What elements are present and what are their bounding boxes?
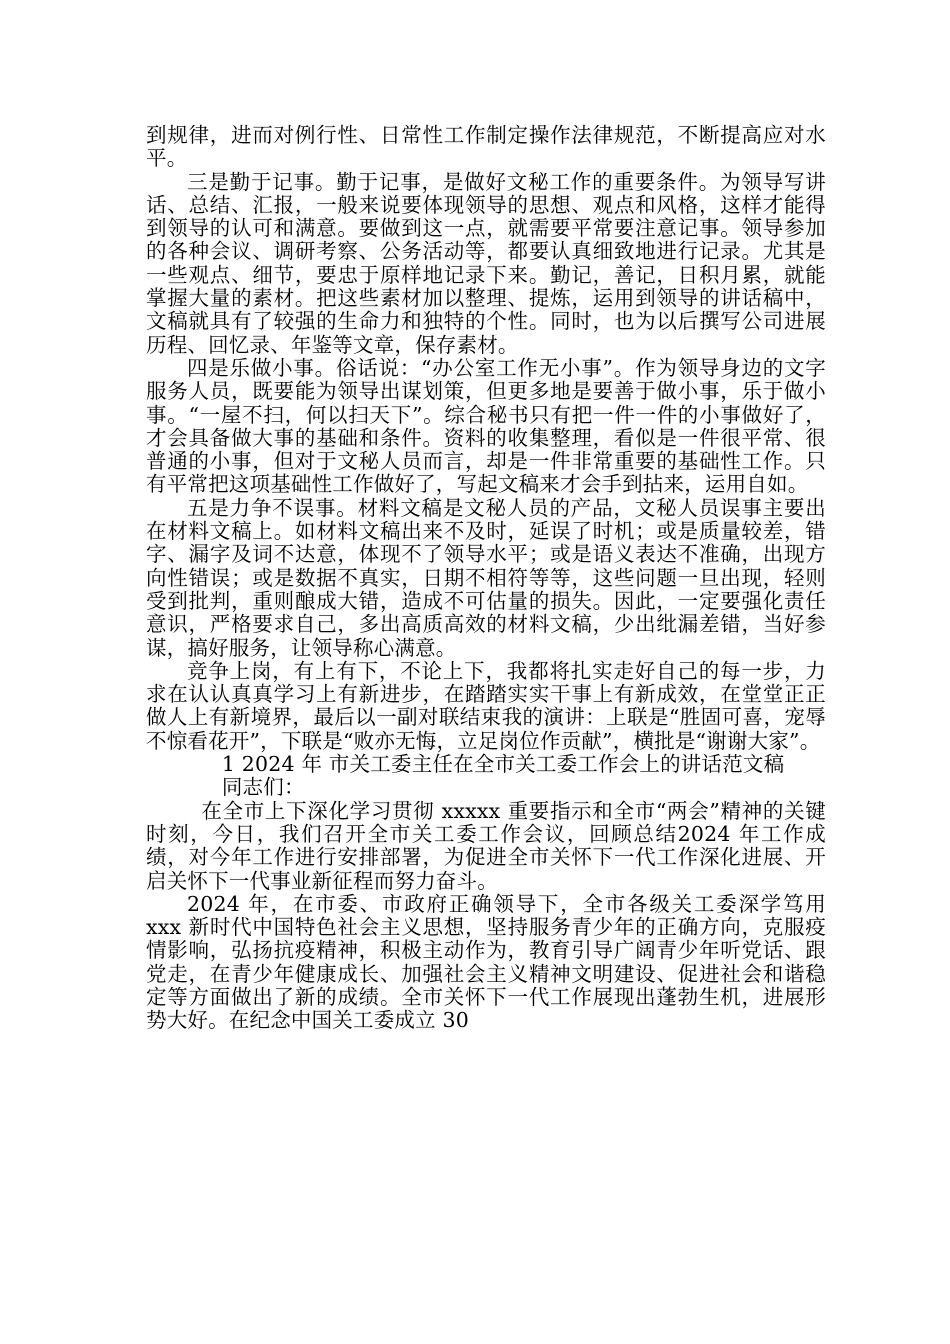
paragraph-record-keeping: 三是勤于记事。勤于记事，是做好文秘工作的重要条件。为领导写讲话、总结、汇报，一般来说要体现领导的思想、观点和风格，这样才能得到领导的认可和满意。要做到这一点，就需要平常要注意记事。领导参加的各种会议、调研考察、公务活动等，都要认真细致地进行记录。尤其是一些观点、细节，要忠于原样地记录下来。勤记，善记，日积月累，就能掌握大量的素材。把这些素材加以整理、提炼，运用到领导的讲话稿中，文稿就具有了较强的生命力和独特的个性。同时，也为以后撰写公司进展历程、回忆录、年鉴等文章，保存素材。 [146, 169, 826, 357]
salutation: 同志们： [221, 775, 305, 800]
paragraph-small-tasks: 四是乐做小事。俗话说：“办公室工作无小事”。作为领导身边的文字服务人员，既要能为领导出谋划策，但更多地是要善于做小事，乐于做小事。“一屋不扫，何以扫天下”。综合秘书只有把一件一件的小事做好了，才会具备做大事的基础和条件。资料的收集整理，看似是一件很平常、很普通的小事，但对于文秘人员而言，却是一件非常重要的基础性工作。只有平常把这项基础性工作做好了，写起文稿来才会手到拈来，运用自如。 [146, 355, 826, 497]
paragraph-2024-review: 2024 年，在市委、市政府正确领导下，全市各级关工委深学笃用 xxx 新时代中国特色社会主义思想，坚持服务青少年的正确方向，克服疫情影响，弘扬抗疫精神，积极主动作为，教育引导广阔青少年听党话、跟党走，在青少年健康成长、加强社会主义精神文明建设、促进社会和谐稳定等方面做出了新的成绩。全市关怀下一代工作展现出蓬勃生机，进展形势大好。在纪念中国关工委成立 30 [146, 891, 826, 1033]
paragraph-meeting-intro: 在全市上下深化学习贯彻 xxxxx 重要指示和全市“两会”精神的关键时刻，今日，我们召开全市关工委工作会议，回顾总结2024 年工作成绩，对今年工作进行安排部署，为促进全市关怀下一代工作深化进展、开启关怀下一代事业新征程而努力奋斗。 [146, 798, 826, 893]
section-title: 1 2024 年 市关工委主任在全市关工委工作会上的讲话范文稿 [221, 752, 785, 777]
document-body [146, 124, 826, 1033]
paragraph-closing-speech: 竞争上岗，有上有下，不论上下，我都将扎实走好自己的每一步，力求在认认真真学习上有新进步，在踏踏实实干事上有新成效，在堂堂正正做人上有新境界，最后以一副对联结束我的演讲：上联是“胜固可喜，宠辱不惊看花开”，下联是“败亦无悔，立足岗位作贡献”，横批是“谢谢大家”。 [146, 658, 826, 753]
paragraph-continuation: 到规律，进而对例行性、日常性工作制定操作法律规范，不断提高应对水平。 [146, 123, 826, 171]
paragraph-no-mistakes: 五是力争不误事。材料文稿是文秘人员的产品，文秘人员误事主要出在材料文稿上。如材料文稿出来不及时，延误了时机；或是质量较差，错字、漏字及词不达意，体现不了领导水平；或是语义表达不准确，出现方向性错误；或是数据不真实，日期不相符等等，这些问题一旦出现，轻则受到批判，重则酿成大错，造成不可估量的损失。因此，一定要强化责任意识，严格要求自己，多出高质高效的材料文稿，少出纰漏差错，当好参谋，搞好服务，让领导称心满意。 [146, 495, 826, 660]
